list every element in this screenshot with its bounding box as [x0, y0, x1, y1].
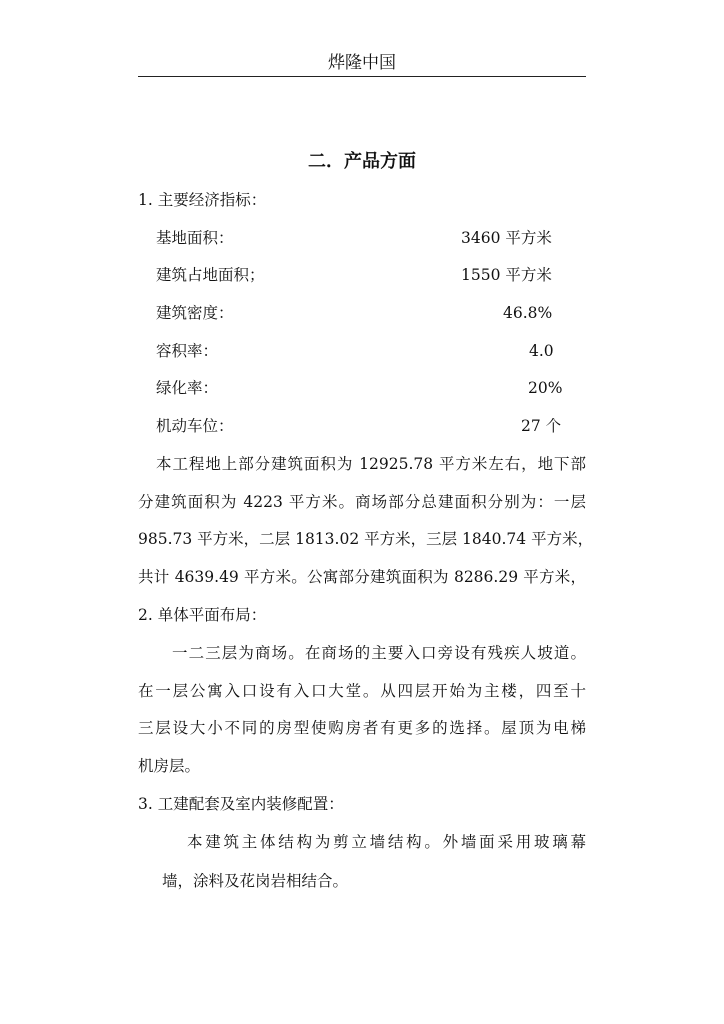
paragraph-line: 共计 4639.49 平方米。公寓部分建筑面积为 8286.29 平方米， [138, 568, 586, 586]
metric-value: 1550 平方米 [461, 266, 552, 284]
paragraph-line: 本工程地上部分建筑面积为 12925.78 平方米左右，地下部 [156, 455, 586, 473]
metric-value: 4.0 [529, 342, 554, 360]
paragraph-line: 在一层公寓入口设有入口大堂。从四层开始为主楼，四至十 [138, 682, 586, 700]
header-divider [138, 76, 586, 77]
section-title: 二．产品方面 [308, 151, 416, 172]
metric-label: 建筑密度： [156, 304, 234, 322]
metric-value: 20% [528, 379, 563, 397]
s1-heading: 1. 主要经济指标： [138, 191, 267, 209]
paragraph-line: 985.73 平方米，二层 1813.02 平方米，三层 1840.74 平方米， [138, 530, 594, 548]
metric-value: 27 个 [521, 417, 562, 435]
metric-label: 绿化率： [156, 379, 219, 397]
header-title: 烨隆中国 [328, 53, 396, 73]
metric-label: 基地面积： [156, 229, 234, 247]
metric-label: 容积率： [156, 342, 219, 360]
paragraph-line: 墙，涂料及花岗岩相结合。 [162, 872, 349, 890]
metric-value: 3460 平方米 [461, 229, 552, 247]
paragraph-line: 三层设大小不同的房型使购房者有更多的选择。屋顶为电梯 [138, 719, 586, 737]
metric-label: 机动车位： [156, 417, 234, 435]
metric-value: 46.8% [503, 304, 553, 322]
s2-heading: 2. 单体平面布局： [138, 606, 267, 624]
paragraph-line: 机房层。 [138, 757, 201, 775]
s3-heading: 3. 工建配套及室内装修配置： [138, 795, 344, 813]
paragraph-line: 分建筑面积为 4223 平方米。商场部分总建面积分别为：一层 [138, 493, 586, 511]
paragraph-line: 一二三层为商场。在商场的主要入口旁设有残疾人坡道。 [172, 644, 586, 662]
metric-label: 建筑占地面积； [156, 266, 265, 284]
paragraph-line: 本建筑主体结构为剪立墙结构。外墙面采用玻璃幕 [187, 833, 586, 851]
